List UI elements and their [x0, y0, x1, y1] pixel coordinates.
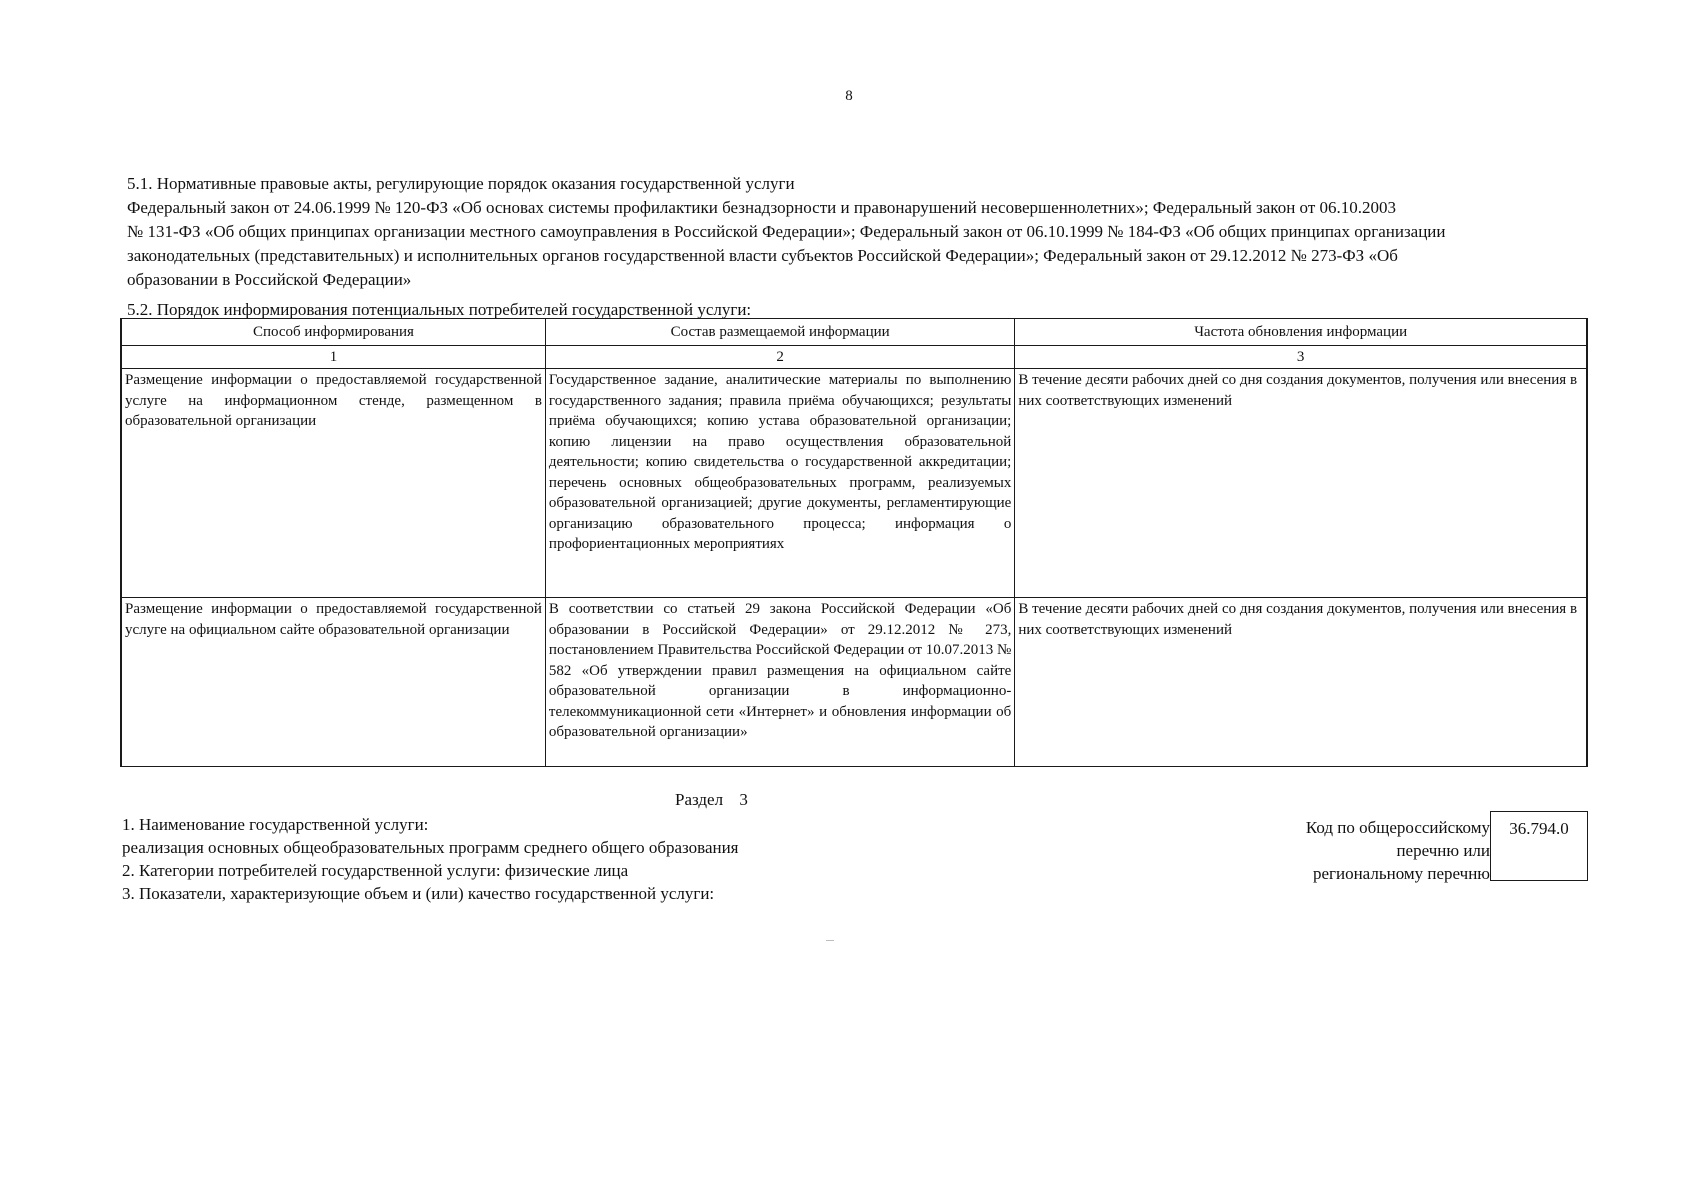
code-label-line: региональному перечню — [1312, 864, 1490, 883]
table-header-row — [121, 319, 1587, 346]
cell-content: Государственное задание, аналитические материалы по выполнению государственного задания; правила приёма обучающихся; результаты приёма обучающихся; копию устава образовательной организации; копию лицензии на право осуществления образовательной деятельности; копию свидетельства о государственной аккредитации; перечень основных общеобразовательных программ, реализуемых образовательной организацией; другие документы, регламентирующие организацию образовательного процесса; информация о профориентационных мероприятиях — [545, 369, 1014, 598]
table-number-row — [121, 346, 1587, 369]
section-5-2-heading: 5.2. Порядок информирования потенциальных потребителей государственной услуги: — [127, 300, 752, 319]
cell-content: В соответствии со статьей 29 закона Российской Федерации «Об образовании в Российской Федерации» от 29.12.2012 № 273, постановлением Правительства Российской Федерации от 10.07.2013 № 582 «Об утверждении правил размещения на официальном сайте образовательной организации в информационно-телекоммуникационной сети «Интернет» и обновления информации об образовательной организации» — [545, 598, 1014, 767]
section-3-items — [122, 813, 1022, 905]
column-number: 2 — [545, 346, 1014, 369]
table-row — [121, 598, 1587, 767]
section-5-1-line: образовании в Российской Федерации» — [127, 270, 412, 289]
scan-artifact — [826, 940, 834, 941]
code-label — [1180, 816, 1490, 885]
cell-method: Размещение информации о предоставляемой государственной услуге на информационном стенде, размещенном в образовательной организации — [121, 369, 545, 598]
column-header-frequency: Частота обновления информации — [1015, 319, 1587, 346]
cell-frequency: В течение десяти рабочих дней со дня создания документов, получения или внесения в них соответствующих изменений — [1015, 598, 1587, 767]
section-3-item: 3. Показатели, характеризующие объем и (или) качество государственной услуги: — [122, 884, 715, 903]
code-label-line: Код по общероссийскому — [1305, 818, 1490, 837]
cell-frequency: В течение десяти рабочих дней со дня создания документов, получения или внесения в них соответствующих изменений — [1015, 369, 1587, 598]
section-5-1-line: Федеральный закон от 24.06.1999 № 120-ФЗ «Об основах системы профилактики безнадзорности и правонарушений несовершеннолетних»; Федеральный закон от 06.10.2003 — [127, 198, 1396, 217]
code-box — [1490, 811, 1588, 881]
section-5-1-heading: 5.1. Нормативные правовые акты, регулирующие порядок оказания государственной услуги — [127, 174, 795, 193]
page-number: 8 — [845, 88, 853, 104]
informing-table — [120, 318, 1588, 767]
column-number: 3 — [1015, 346, 1587, 369]
column-header-method: Способ информирования — [121, 319, 545, 346]
code-label-line: перечню или — [1396, 841, 1490, 860]
column-number: 1 — [121, 346, 545, 369]
section-5-1 — [127, 172, 1587, 292]
section-3-item: реализация основных общеобразовательных программ среднего общего образования — [122, 838, 739, 857]
table-row — [121, 369, 1587, 598]
cell-method: Размещение информации о предоставляемой государственной услуге на официальном сайте образовательной организации — [121, 598, 545, 767]
section-title: Раздел 3 — [675, 790, 748, 809]
section-3-item: 1. Наименование государственной услуги: — [122, 815, 429, 834]
column-header-content: Состав размещаемой информации — [545, 319, 1014, 346]
code-value: 36.794.0 — [1509, 819, 1569, 838]
section-3-item: 2. Категории потребителей государственной услуги: физические лица — [122, 861, 629, 880]
section-5-1-line: № 131-ФЗ «Об общих принципах организации местного самоуправления в Российской Федерации»; Федеральный закон от 06.10.1999 № 184-ФЗ «Об общих принципах организации — [127, 222, 1446, 241]
section-5-1-line: законодательных (представительных) и исполнительных органов государственной власти субъектов Российской Федерации»; Федеральный закон от 29.12.2012 № 273-ФЗ «Об — [127, 246, 1398, 265]
